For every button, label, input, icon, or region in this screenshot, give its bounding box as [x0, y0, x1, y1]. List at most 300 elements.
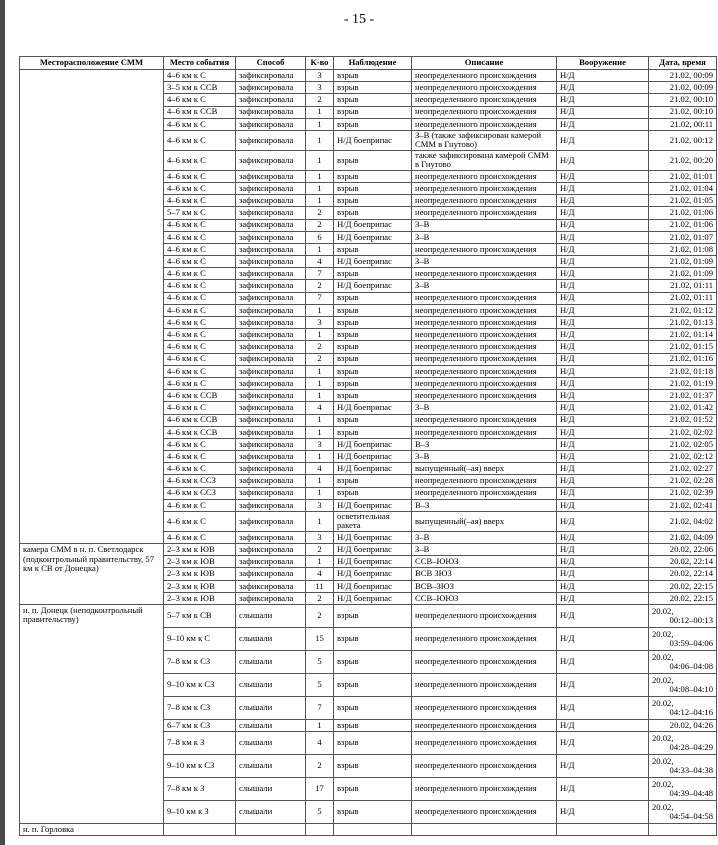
count-cell: 2 — [306, 544, 334, 556]
weapon-cell: Н/Д — [557, 402, 649, 414]
description-cell: неопределенного происхождения — [412, 304, 557, 316]
location-cell: н. п. Донецк (неподконтрольный правительству) — [20, 605, 164, 824]
method-cell: зафиксировала — [236, 106, 306, 118]
table-row — [20, 824, 717, 836]
description-cell: неопределенного происхождения — [412, 755, 557, 778]
observation-cell: взрыв — [334, 70, 412, 82]
method-cell: зафиксировала — [236, 231, 306, 243]
method-cell: зафиксировала — [236, 292, 306, 304]
count-cell: 6 — [306, 231, 334, 243]
place-cell: 4–6 км к С — [164, 317, 236, 329]
datetime-cell: 21.02, 02:05 — [649, 438, 717, 450]
count-cell: 1 — [306, 512, 334, 532]
place-cell: 2–3 км к ЮВ — [164, 592, 236, 604]
col-header: Место события — [164, 57, 236, 70]
observation-cell: Н/Д боеприпас — [334, 130, 412, 150]
col-header: К-во — [306, 57, 334, 70]
datetime-cell: 21.02, 00:10 — [649, 94, 717, 106]
method-cell: зафиксировала — [236, 556, 306, 568]
place-cell: 9–10 км к З — [164, 801, 236, 824]
observation-cell: взрыв — [334, 182, 412, 194]
method-cell: зафиксировала — [236, 463, 306, 475]
weapon-cell: Н/Д — [557, 463, 649, 475]
method-cell: зафиксировала — [236, 219, 306, 231]
count-cell: 3 — [306, 82, 334, 94]
method-cell: зафиксировала — [236, 402, 306, 414]
weapon-cell: Н/Д — [557, 778, 649, 801]
description-cell: неопределенного происхождения — [412, 268, 557, 280]
date-text: 20.02, — [652, 779, 674, 790]
observation-cell: взрыв — [334, 377, 412, 389]
observation-cell: Н/Д боеприпас — [334, 544, 412, 556]
count-cell: 17 — [306, 778, 334, 801]
weapon-cell: Н/Д — [557, 106, 649, 118]
datetime-cell: 21.02, 02:12 — [649, 451, 717, 463]
place-cell: 4–6 км к С — [164, 341, 236, 353]
date-text: 20.02, — [652, 606, 674, 617]
place-cell: 6–7 км к СЗ — [164, 720, 236, 732]
empty-cell — [334, 824, 412, 836]
weapon-cell: Н/Д — [557, 426, 649, 438]
date-text: 20.02, — [652, 698, 674, 709]
observation-cell: взрыв — [334, 755, 412, 778]
time-text: 04:39–04:48 — [669, 788, 713, 799]
datetime-cell: 21.02, 02:02 — [649, 426, 717, 438]
col-header: Наблюдение — [334, 57, 412, 70]
datetime-cell: 21.02, 01:15 — [649, 341, 717, 353]
method-cell: зафиксировала — [236, 118, 306, 130]
datetime-cell — [649, 778, 717, 801]
count-cell: 2 — [306, 207, 334, 219]
place-cell: 4–6 км к С — [164, 499, 236, 511]
location-cell: камера СММ в н. п. Светлодарск (подконтрольный правительству, 57 км к СВ от Донецка) — [20, 544, 164, 605]
description-cell: неопределенного происхождения — [412, 207, 557, 219]
observation-cell: взрыв — [334, 82, 412, 94]
count-cell: 4 — [306, 402, 334, 414]
observation-cell: взрыв — [334, 353, 412, 365]
observation-cell: взрыв — [334, 341, 412, 353]
observation-cell: Н/Д боеприпас — [334, 592, 412, 604]
empty-cell — [649, 824, 717, 836]
description-cell: неопределенного происхождения — [412, 651, 557, 674]
method-cell: слышали — [236, 778, 306, 801]
datetime-cell: 21.02, 01:09 — [649, 268, 717, 280]
weapon-cell: Н/Д — [557, 755, 649, 778]
place-cell: 4–6 км к С — [164, 243, 236, 255]
description-cell: З–В — [412, 531, 557, 543]
observation-cell: взрыв — [334, 207, 412, 219]
count-cell: 1 — [306, 118, 334, 130]
col-header: Описание — [412, 57, 557, 70]
method-cell: слышали — [236, 697, 306, 720]
weapon-cell: Н/Д — [557, 353, 649, 365]
date-text: 20.02, — [652, 756, 674, 767]
datetime-cell — [649, 674, 717, 697]
place-cell: 4–6 км к С — [164, 280, 236, 292]
datetime-cell — [649, 605, 717, 628]
count-cell: 5 — [306, 674, 334, 697]
method-cell: слышали — [236, 674, 306, 697]
place-cell: 2–3 км к ЮВ — [164, 568, 236, 580]
place-cell: 9–10 км к СЗ — [164, 755, 236, 778]
observation-cell: взрыв — [334, 426, 412, 438]
observation-cell: взрыв — [334, 487, 412, 499]
weapon-cell: Н/Д — [557, 544, 649, 556]
method-cell: зафиксировала — [236, 592, 306, 604]
method-cell: зафиксировала — [236, 580, 306, 592]
method-cell: зафиксировала — [236, 94, 306, 106]
weapon-cell: Н/Д — [557, 438, 649, 450]
datetime-cell: 21.02, 01:08 — [649, 243, 717, 255]
time-text: 04:12–04:16 — [669, 707, 713, 718]
observation-cell: взрыв — [334, 268, 412, 280]
weapon-cell: Н/Д — [557, 531, 649, 543]
place-cell: 4–6 км к С — [164, 304, 236, 316]
description-cell: З–В — [412, 231, 557, 243]
description-cell: неопределенного происхождения — [412, 292, 557, 304]
observation-cell: взрыв — [334, 150, 412, 170]
weapon-cell: Н/Д — [557, 70, 649, 82]
method-cell: слышали — [236, 605, 306, 628]
datetime-cell: 21.02, 01:52 — [649, 414, 717, 426]
place-cell: 4–6 км к С — [164, 353, 236, 365]
datetime-cell: 20.02, 22:15 — [649, 592, 717, 604]
observation-cell: Н/Д боеприпас — [334, 438, 412, 450]
col-header: Вооружение — [557, 57, 649, 70]
count-cell: 4 — [306, 568, 334, 580]
weapon-cell: Н/Д — [557, 732, 649, 755]
weapon-cell: Н/Д — [557, 475, 649, 487]
location-cell: н. п. Горловка — [20, 824, 164, 836]
count-cell: 1 — [306, 487, 334, 499]
count-cell: 2 — [306, 353, 334, 365]
datetime-cell: 21.02, 01:01 — [649, 170, 717, 182]
description-cell: В–З — [412, 438, 557, 450]
observation-cell: Н/Д боеприпас — [334, 451, 412, 463]
description-cell: неопределенного происхождения — [412, 94, 557, 106]
place-cell: 4–6 км к С — [164, 182, 236, 194]
weapon-cell: Н/Д — [557, 317, 649, 329]
place-cell: 7–8 км к З — [164, 732, 236, 755]
weapon-cell: Н/Д — [557, 170, 649, 182]
observation-cell: взрыв — [334, 292, 412, 304]
datetime-cell: 21.02, 00:20 — [649, 150, 717, 170]
weapon-cell: Н/Д — [557, 592, 649, 604]
description-cell: З–В (также зафиксирован камерой СММ в Гнутово) — [412, 130, 557, 150]
description-cell: неопределенного происхождения — [412, 426, 557, 438]
time-text: 04:33–04:38 — [669, 765, 713, 776]
count-cell: 1 — [306, 106, 334, 118]
count-cell: 4 — [306, 256, 334, 268]
weapon-cell: Н/Д — [557, 243, 649, 255]
place-cell: 4–6 км к С — [164, 94, 236, 106]
datetime-cell: 21.02, 01:37 — [649, 390, 717, 402]
place-cell: 9–10 км к С — [164, 628, 236, 651]
count-cell: 2 — [306, 755, 334, 778]
empty-cell — [236, 824, 306, 836]
place-cell: 3–5 км к ССВ — [164, 82, 236, 94]
count-cell: 3 — [306, 531, 334, 543]
table-row — [20, 544, 717, 556]
description-cell: неопределенного происхождения — [412, 628, 557, 651]
place-cell: 4–6 км к ССВ — [164, 390, 236, 402]
count-cell: 2 — [306, 341, 334, 353]
description-cell: неопределенного происхождения — [412, 353, 557, 365]
method-cell: зафиксировала — [236, 150, 306, 170]
weapon-cell: Н/Д — [557, 390, 649, 402]
method-cell: зафиксировала — [236, 451, 306, 463]
time-text: 03:59–04:06 — [669, 638, 713, 649]
description-cell: неопределенного происхождения — [412, 720, 557, 732]
datetime-cell: 21.02, 00:09 — [649, 70, 717, 82]
description-cell: неопределенного происхождения — [412, 70, 557, 82]
place-cell: 4–6 км к С — [164, 130, 236, 150]
description-cell: неопределенного происхождения — [412, 801, 557, 824]
weapon-cell: Н/Д — [557, 674, 649, 697]
time-text: 04:28–04:29 — [669, 742, 713, 753]
method-cell: зафиксировала — [236, 487, 306, 499]
description-cell: неопределенного происхождения — [412, 182, 557, 194]
count-cell: 2 — [306, 94, 334, 106]
count-cell: 1 — [306, 390, 334, 402]
datetime-cell — [649, 801, 717, 824]
method-cell: слышали — [236, 801, 306, 824]
datetime-cell: 20.02, 04:26 — [649, 720, 717, 732]
place-cell: 4–6 км к С — [164, 195, 236, 207]
description-cell: неопределенного происхождения — [412, 674, 557, 697]
weapon-cell: Н/Д — [557, 304, 649, 316]
weapon-cell: Н/Д — [557, 365, 649, 377]
observation-cell: взрыв — [334, 697, 412, 720]
count-cell: 4 — [306, 463, 334, 475]
datetime-cell: 21.02, 01:18 — [649, 365, 717, 377]
place-cell: 4–6 км к С — [164, 329, 236, 341]
time-text: 04:54–04:58 — [669, 811, 713, 822]
place-cell: 4–6 км к ССВ — [164, 106, 236, 118]
description-cell: неопределенного происхождения — [412, 487, 557, 499]
weapon-cell: Н/Д — [557, 268, 649, 280]
date-text: 20.02, — [652, 675, 674, 686]
description-cell: неопределенного происхождения — [412, 390, 557, 402]
datetime-cell: 20.02, 22:06 — [649, 544, 717, 556]
weapon-cell: Н/Д — [557, 207, 649, 219]
weapon-cell: Н/Д — [557, 605, 649, 628]
description-cell: неопределенного происхождения — [412, 605, 557, 628]
observation-cell: взрыв — [334, 118, 412, 130]
place-cell: 4–6 км к С — [164, 438, 236, 450]
observation-cell: Н/Д боеприпас — [334, 568, 412, 580]
count-cell: 2 — [306, 605, 334, 628]
weapon-cell: Н/Д — [557, 231, 649, 243]
weapon-cell: Н/Д — [557, 580, 649, 592]
place-cell: 4–6 км к С — [164, 365, 236, 377]
place-cell: 7–8 км к З — [164, 778, 236, 801]
method-cell: зафиксировала — [236, 341, 306, 353]
place-cell: 2–3 км к ЮВ — [164, 556, 236, 568]
description-cell: выпущенный(–ая) вверх — [412, 512, 557, 532]
table-row — [20, 605, 717, 628]
method-cell: зафиксировала — [236, 268, 306, 280]
weapon-cell: Н/Д — [557, 182, 649, 194]
description-cell: неопределенного происхождения — [412, 106, 557, 118]
description-cell: ВСВ–ЗЮЗ — [412, 580, 557, 592]
place-cell: 4–6 км к ССВ — [164, 414, 236, 426]
count-cell: 1 — [306, 170, 334, 182]
count-cell: 1 — [306, 556, 334, 568]
place-cell: 4–6 км к С — [164, 70, 236, 82]
observation-cell: взрыв — [334, 106, 412, 118]
description-cell: неопределенного происхождения — [412, 365, 557, 377]
method-cell: зафиксировала — [236, 438, 306, 450]
method-cell: зафиксировала — [236, 170, 306, 182]
datetime-cell — [649, 732, 717, 755]
count-cell: 11 — [306, 580, 334, 592]
count-cell: 2 — [306, 280, 334, 292]
observation-cell: взрыв — [334, 801, 412, 824]
method-cell: слышали — [236, 651, 306, 674]
datetime-cell: 21.02, 04:02 — [649, 512, 717, 532]
method-cell: зафиксировала — [236, 304, 306, 316]
observation-cell: взрыв — [334, 317, 412, 329]
method-cell: зафиксировала — [236, 317, 306, 329]
method-cell: зафиксировала — [236, 414, 306, 426]
place-cell: 4–6 км к С — [164, 170, 236, 182]
observation-cell: Н/Д боеприпас — [334, 231, 412, 243]
description-cell: неопределенного происхождения — [412, 414, 557, 426]
observation-cell: осветительная ракета — [334, 512, 412, 532]
description-cell: неопределенного происхождения — [412, 329, 557, 341]
datetime-cell: 21.02, 02:39 — [649, 487, 717, 499]
place-cell: 4–6 км к С — [164, 402, 236, 414]
description-cell: В–З — [412, 499, 557, 511]
observation-cell: взрыв — [334, 605, 412, 628]
observation-cell: взрыв — [334, 329, 412, 341]
observation-cell: взрыв — [334, 390, 412, 402]
datetime-cell — [649, 697, 717, 720]
observation-cell: Н/Д боеприпас — [334, 531, 412, 543]
datetime-cell: 21.02, 01:06 — [649, 219, 717, 231]
weapon-cell: Н/Д — [557, 628, 649, 651]
place-cell: 2–3 км к ЮВ — [164, 580, 236, 592]
empty-cell — [306, 824, 334, 836]
place-cell: 4–6 км к ССЗ — [164, 487, 236, 499]
method-cell: зафиксировала — [236, 329, 306, 341]
observation-cell: Н/Д боеприпас — [334, 280, 412, 292]
method-cell: зафиксировала — [236, 365, 306, 377]
observation-cell: взрыв — [334, 94, 412, 106]
description-cell: неопределенного происхождения — [412, 697, 557, 720]
datetime-cell: 21.02, 01:19 — [649, 377, 717, 389]
datetime-cell: 21.02, 01:11 — [649, 292, 717, 304]
count-cell: 5 — [306, 801, 334, 824]
empty-cell — [557, 824, 649, 836]
observation-cell: взрыв — [334, 778, 412, 801]
observation-cell: взрыв — [334, 170, 412, 182]
method-cell: зафиксировала — [236, 568, 306, 580]
place-cell: 4–6 км к С — [164, 512, 236, 532]
description-cell: З–В — [412, 544, 557, 556]
datetime-cell: 21.02, 01:13 — [649, 317, 717, 329]
datetime-cell: 21.02, 02:28 — [649, 475, 717, 487]
description-cell: ССВ–ЮЮЗ — [412, 592, 557, 604]
date-text: 20.02, — [652, 802, 674, 813]
description-cell: З–В — [412, 402, 557, 414]
observation-cell: взрыв — [334, 720, 412, 732]
date-text: 20.02, — [652, 629, 674, 640]
weapon-cell: Н/Д — [557, 118, 649, 130]
observation-cell: взрыв — [334, 243, 412, 255]
method-cell: зафиксировала — [236, 353, 306, 365]
weapon-cell: Н/Д — [557, 150, 649, 170]
datetime-cell: 21.02, 01:09 — [649, 256, 717, 268]
observation-cell: взрыв — [334, 475, 412, 487]
count-cell: 3 — [306, 317, 334, 329]
count-cell: 1 — [306, 377, 334, 389]
observation-cell: Н/Д боеприпас — [334, 219, 412, 231]
method-cell: зафиксировала — [236, 544, 306, 556]
place-cell: 5–7 км к СВ — [164, 605, 236, 628]
count-cell: 2 — [306, 592, 334, 604]
description-cell: неопределенного происхождения — [412, 195, 557, 207]
count-cell: 15 — [306, 628, 334, 651]
place-cell: 4–6 км к С — [164, 231, 236, 243]
method-cell: зафиксировала — [236, 499, 306, 511]
place-cell: 9–10 км к СЗ — [164, 674, 236, 697]
datetime-cell: 20.02, 22:15 — [649, 580, 717, 592]
place-cell: 4–6 км к С — [164, 531, 236, 543]
place-cell: 4–6 км к С — [164, 463, 236, 475]
description-cell: неопределенного происхождения — [412, 341, 557, 353]
datetime-cell: 21.02, 01:16 — [649, 353, 717, 365]
observation-cell: взрыв — [334, 365, 412, 377]
place-cell: 4–6 км к ССВ — [164, 426, 236, 438]
count-cell: 7 — [306, 697, 334, 720]
weapon-cell: Н/Д — [557, 801, 649, 824]
weapon-cell: Н/Д — [557, 697, 649, 720]
method-cell: слышали — [236, 755, 306, 778]
weapon-cell: Н/Д — [557, 414, 649, 426]
method-cell: зафиксировала — [236, 182, 306, 194]
observation-cell: Н/Д боеприпас — [334, 463, 412, 475]
method-cell: зафиксировала — [236, 195, 306, 207]
datetime-cell: 21.02, 01:07 — [649, 231, 717, 243]
datetime-cell — [649, 628, 717, 651]
datetime-cell: 21.02, 01:04 — [649, 182, 717, 194]
weapon-cell: Н/Д — [557, 651, 649, 674]
table-row — [20, 70, 717, 82]
col-header: Месторасположение СММ — [20, 57, 164, 70]
observation-cell: взрыв — [334, 732, 412, 755]
weapon-cell: Н/Д — [557, 377, 649, 389]
datetime-cell: 21.02, 01:12 — [649, 304, 717, 316]
weapon-cell: Н/Д — [557, 280, 649, 292]
description-cell: З–В — [412, 219, 557, 231]
weapon-cell: Н/Д — [557, 512, 649, 532]
description-cell: ВСВ ЗЮЗ — [412, 568, 557, 580]
datetime-cell: 21.02, 02:41 — [649, 499, 717, 511]
count-cell: 7 — [306, 292, 334, 304]
description-cell: неопределенного происхождения — [412, 732, 557, 755]
place-cell: 4–6 км к С — [164, 292, 236, 304]
datetime-cell: 21.02, 00:11 — [649, 118, 717, 130]
location-cell — [20, 70, 164, 544]
observation-cell: Н/Д боеприпас — [334, 256, 412, 268]
place-cell: 4–6 км к С — [164, 256, 236, 268]
weapon-cell: Н/Д — [557, 568, 649, 580]
weapon-cell: Н/Д — [557, 341, 649, 353]
observation-cell: Н/Д боеприпас — [334, 580, 412, 592]
count-cell: 1 — [306, 414, 334, 426]
